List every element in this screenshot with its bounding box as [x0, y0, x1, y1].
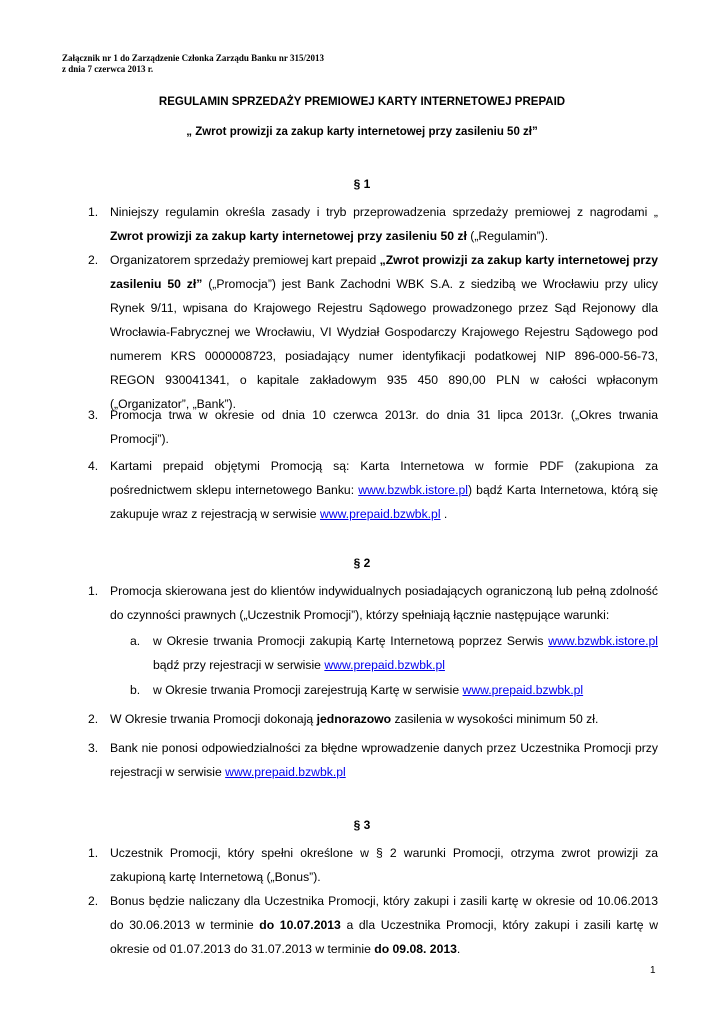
- s3-p2-text-bold-1: do 10.07.2013: [259, 918, 341, 932]
- document-header: [62, 53, 324, 75]
- s1-p4-text-c: .: [440, 507, 448, 521]
- s2-pa-number: a.: [130, 634, 141, 648]
- s1-p1-text: [110, 200, 658, 248]
- section-3-mark: § 3: [353, 818, 371, 832]
- s1-p2-text-c: („Promocja”) jest Bank Zachodni WBK S.A. z siedzibą we Wrocławiu przy ulicy Rynek 9/11, wpisana do Krajowego Rejestru Sądowego prowadzonego przez Sąd Rejonowy dla Wrocławia-Fabrycznej we Wrocławiu, VI Wydział Gospodarczy Krajowego Rejestru Sądowego pod numerem KRS 0000008723, posiadający numer identyfikacji podatkowej NIP 896-000-56-73, REGON 930041341, o kapitale zakładowym 935 450 890,00 PLN w całości wpłaconym („Organizator”, „Bank”).: [110, 277, 658, 411]
- s3-p2-text: [110, 889, 658, 961]
- s1-p1-number: 1.: [88, 205, 99, 219]
- s1-p4-text: [110, 454, 658, 526]
- s3-p2-number: 2.: [88, 894, 99, 908]
- s3-p2-text-bold-2: do 09.08. 2013: [374, 942, 457, 956]
- s2-p2-text-a: W Okresie trwania Promocji dokonają: [110, 712, 317, 726]
- s2-p2-text: [110, 707, 658, 731]
- s3-p2-text-a: Bonus będzie naliczany dla Uczestnika Promocji, który zakupi i zasili kartę w okresie od 10.06.2013 do 30.06.2013 w terminie: [110, 894, 658, 932]
- s2-pb-link-prepaid[interactable]: www.prepaid.bzwbk.pl: [462, 683, 584, 697]
- s2-p3-link-prepaid[interactable]: www.prepaid.bzwbk.pl: [225, 765, 346, 779]
- s2-pa-text-b: bądź przy rejestracji w serwisie: [153, 658, 325, 672]
- header-line-date: z dnia 7 czerwca 2013 r.: [62, 64, 154, 74]
- s2-pa-text: [153, 629, 658, 677]
- s2-p2-text-c: zasilenia w wysokości minimum 50 zł.: [391, 712, 599, 726]
- section-2-mark: § 2: [353, 556, 371, 570]
- s1-p1-text-bold: Zwrot prowizji za zakup karty internetowej przy zasileniu 50 zł: [110, 229, 467, 243]
- s2-p3-number: 3.: [88, 741, 99, 755]
- s1-p2-number: 2.: [88, 253, 99, 267]
- s2-pa-link-istore[interactable]: www.bzwbk.istore.pl: [548, 634, 658, 648]
- s1-p4-number: 4.: [88, 459, 99, 473]
- s2-pb-text-a: w Okresie trwania Promocji zarejestrują Kartę w serwisie: [153, 683, 463, 697]
- s2-p2-text-bold: jednorazowo: [316, 712, 392, 726]
- s1-p3-text: Promocja trwa w okresie od dnia 10 czerwca 2013r. do dnia 31 lipca 2013r. („Okres trwania Promocji”).: [110, 408, 658, 446]
- s1-p2-text-a: Organizatorem sprzedaży premiowej kart prepaid: [110, 253, 380, 267]
- page-number: 1: [650, 965, 656, 976]
- s1-p4-link-istore[interactable]: www.bzwbk.istore.pl: [358, 483, 468, 497]
- section-1-mark: § 1: [353, 177, 371, 191]
- s3-p2-text-e: .: [456, 942, 461, 956]
- s2-p1-text: Promocja skierowana jest do klientów indywidualnych posiadających ograniczoną lub pełną zdolność do czynności prawnych („Uczestnik Promocji”), którzy spełniają łącznie następujące warunki:: [110, 584, 658, 622]
- s2-pa-text-a: w Okresie trwania Promocji zakupią Kartę Internetową poprzez Serwis: [153, 634, 549, 648]
- s1-p4-link-prepaid[interactable]: www.prepaid.bzwbk.pl: [319, 507, 441, 521]
- s2-p3-text-a: Bank nie ponosi odpowiedzialności za błędne wprowadzenie danych przez Uczestnika Promocji przy rejestracji w serwisie: [110, 741, 658, 779]
- s2-pb-number: b.: [130, 683, 141, 697]
- s2-p1-number: 1.: [88, 584, 99, 598]
- header-line-attachment: Załącznik nr 1 do Zarządzenie Członka Zarządu Banku nr 315/2013: [62, 53, 324, 63]
- document-title: REGULAMIN SPRZEDAŻY PREMIOWEJ KARTY INTERNETOWEJ PREPAID: [158, 96, 566, 108]
- s1-p3-number: 3.: [88, 408, 99, 422]
- s1-p4-text-a: Kartami prepaid objętymi Promocją są: Karta Internetowa w formie PDF (zakupiona za pośrednictwem sklepu internetowego Banku:: [110, 459, 658, 497]
- s1-p2-text-bold: „Zwrot prowizji za zakup karty internetowej przy zasileniu 50 zł”: [110, 253, 658, 291]
- s2-pa-link-prepaid[interactable]: www.prepaid.bzwbk.pl: [324, 658, 445, 672]
- s2-p3-text: [110, 736, 658, 784]
- s3-p1-number: 1.: [88, 846, 99, 860]
- s3-p2-text-c: a dla Uczestnika Promocji, który zakupi i zasili kartę w okresie od 01.07.2013 do 31.07.2013 w terminie: [110, 918, 658, 956]
- s1-p2-text: [110, 248, 658, 416]
- s1-p1-text-a: Niniejszy regulamin określa zasady i tryb przeprowadzenia sprzedaży premiowej z nagrodami „: [110, 205, 658, 219]
- s2-pb-text: [153, 678, 658, 702]
- document-subtitle: „ Zwrot prowizji za zakup karty internetowej przy zasileniu 50 zł”: [186, 126, 538, 138]
- s1-p1-text-c: („Regulamin”).: [466, 229, 549, 243]
- s1-p4-text-b: ) bądź Karta Internetowa, którą się zakupuje wraz z rejestracją w serwisie: [110, 483, 658, 521]
- s2-p2-number: 2.: [88, 712, 99, 726]
- s3-p1-text: Uczestnik Promocji, który spełni określone w § 2 warunki Promocji, otrzyma zwrot prowizji za zakupioną kartę Internetową („Bonus”).: [110, 846, 658, 884]
